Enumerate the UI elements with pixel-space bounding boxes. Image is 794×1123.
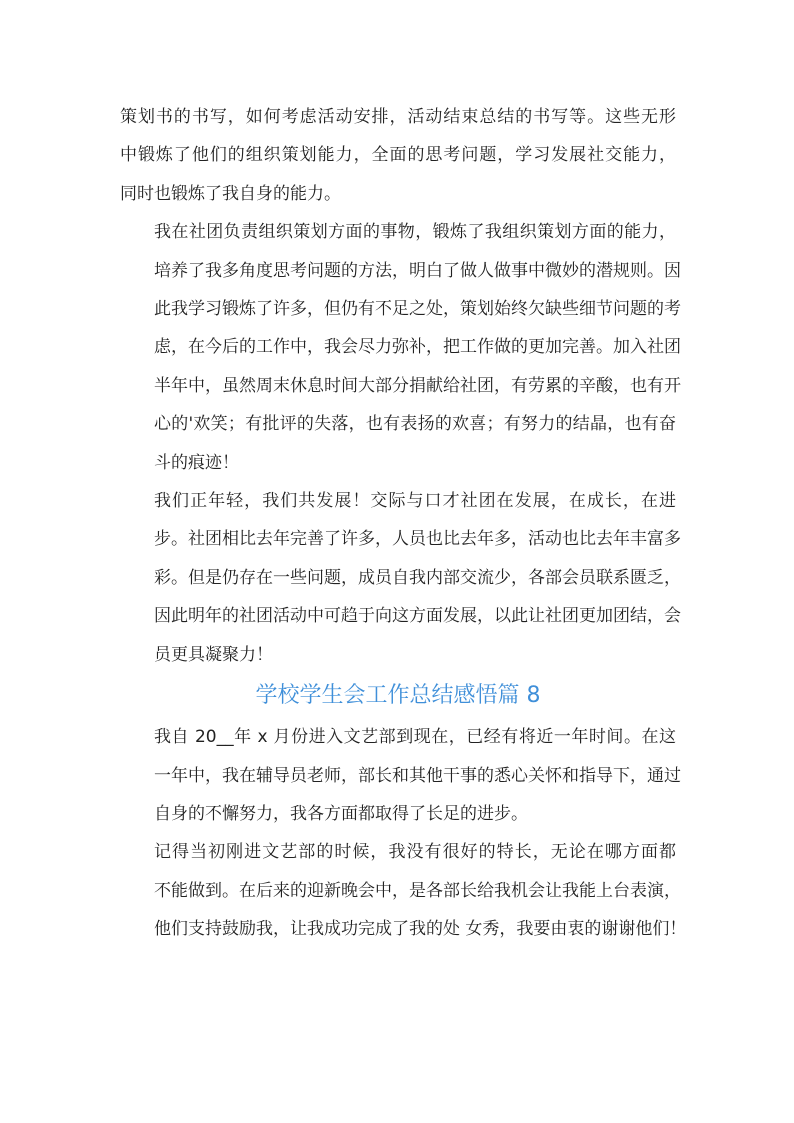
text-line: 自身的不懈努力，我各方面都取得了长足的进步。 [154, 803, 528, 824]
text-line: 我在社团负责组织策划方面的事物，锻炼了我组织策划方面的能力， [154, 222, 676, 243]
text-line: 培养了我多角度思考问题的方法，明白了做人做事中微妙的潜规则。因 [154, 260, 681, 281]
text-line: 步。社团相比去年完善了许多，人员也比去年多，活动也比去年丰富多 [154, 529, 681, 550]
paragraph [120, 833, 687, 948]
text-line: 一年中，我在辅导员老师，部长和其他干事的悉心关怀和指导下，通过 [154, 765, 681, 786]
paragraph [120, 98, 676, 213]
paragraph [120, 482, 681, 674]
text-line: 不能做到。在后来的迎新晚会中，是各部长给我机会让我能上台表演， [154, 880, 681, 901]
text-line: 彩。但是仍存在一些问题，成员自我内部交流少，各部会员联系匮乏， [154, 567, 681, 588]
section-heading: 学校学生会工作总结感悟篇 8 [255, 683, 541, 709]
text-line: 心的'欢笑；有批评的失落，也有表扬的欢喜；有努力的结晶，也有奋 [154, 414, 676, 435]
paragraph [120, 718, 681, 833]
document-page [120, 98, 687, 949]
text-line: 中锻炼了他们的组织策划能力，全面的思考问题，学习发展社交能力， [120, 145, 676, 166]
text-line: 因此明年的社团活动中可趋于向这方面发展，以此让社团更加团结，会 [154, 606, 681, 627]
text-line: 半年中，虽然周末休息时间大部分捐献给社团，有劳累的辛酸，也有开 [154, 375, 681, 396]
text-line: 我们正年轻，我们共发展！交际与口才社团在发展，在成长，在进 [154, 491, 676, 512]
text-line: 策划书的书写，如何考虑活动安排，活动结束总结的书写等。这些无形 [120, 107, 676, 127]
text-line: 同时也锻炼了我自身的能力。 [120, 183, 341, 204]
text-line: 虑，在今后的工作中，我会尽力弥补，把工作做的更加完善。加入社团 [154, 337, 681, 358]
text-line: 我自 20__年 x 月份进入文艺部到现在，已经有将近一年时间。在这 [154, 727, 676, 748]
paragraph [120, 213, 681, 482]
text-line: 斗的痕迹！ [154, 452, 239, 473]
text-line: 他们支持鼓励我，让我成功完成了我的处 女秀，我要由衷的谢谢他们！ [154, 919, 687, 940]
text-line: 员更具凝聚力！ [154, 644, 273, 665]
text-line: 此我学习锻炼了许多，但仍有不足之处，策划始终欠缺些细节问题的考 [154, 299, 681, 320]
text-line: 记得当初刚进文艺部的时候，我没有很好的特长，无论在哪方面都 [154, 842, 676, 863]
